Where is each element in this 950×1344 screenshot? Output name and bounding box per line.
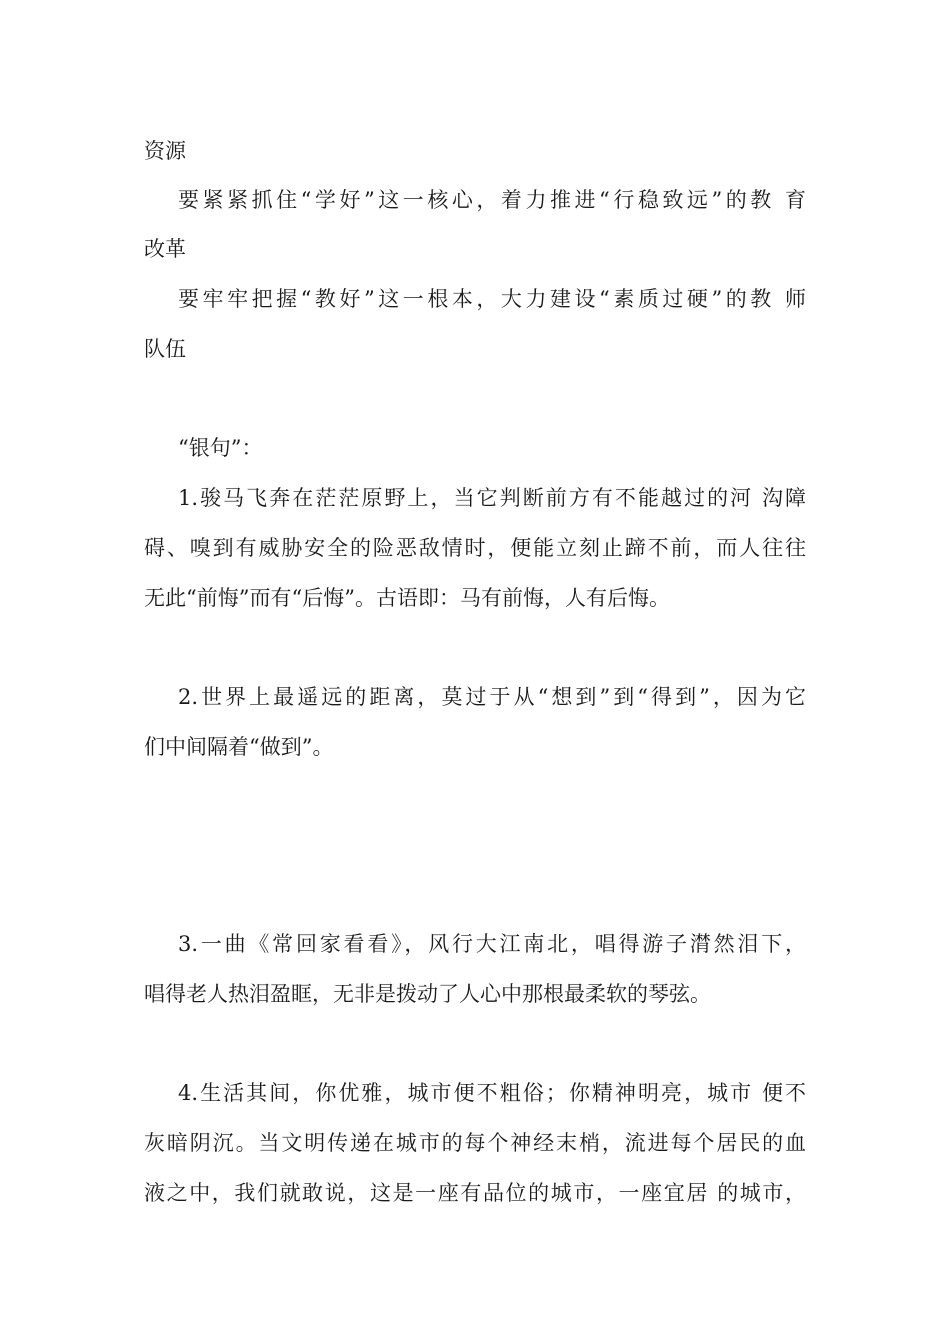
paragraph-line: 灰暗阴沉。当文明传递在城市的每个神经末梢，流进每个居民的血 (144, 1131, 806, 1155)
paragraph-line: 3.一曲《常回家看看》，风行大江南北，唱得游子潸然泪下， (178, 932, 806, 956)
text-line: 资源 (144, 139, 186, 163)
paragraph-line: 4.生活其间，你优雅，城市便不粗俗；你精神明亮，城市 便不 (178, 1081, 806, 1105)
paragraph-line: 无此“前悔”而有“后悔”。古语即：马有前悔，人有后悔。 (144, 586, 670, 610)
text-line: 改革 (144, 237, 186, 261)
section-heading: “银句”： (178, 436, 263, 460)
paragraph-line: 要紧紧抓住“学好”这一核心，着力推进“行稳致远”的教 育 (178, 188, 806, 212)
paragraph-line: 碍、嗅到有威胁安全的险恶敌情时，便能立刻止蹄不前，而人往往 (144, 536, 806, 560)
paragraph-line: 液之中，我们就敢说，这是一座有品位的城市，一座宜居 的城市， (144, 1181, 806, 1205)
paragraph-line: 唱得老人热泪盈眶，无非是拨动了人心中那根最柔软的琴弦。 (144, 982, 711, 1006)
paragraph-line: 1.骏马飞奔在茫茫原野上，当它判断前方有不能越过的河 沟障 (178, 486, 806, 510)
paragraph-line: 们中间隔着“做到”。 (144, 735, 334, 759)
paragraph-line: 要牢牢把握“教好”这一根本，大力建设“素质过硬”的教 师 (178, 287, 806, 311)
paragraph-line: 2.世界上最遥远的距离，莫过于从“想到”到“得到”，因为它 (178, 685, 806, 709)
text-line: 队伍 (144, 337, 186, 361)
